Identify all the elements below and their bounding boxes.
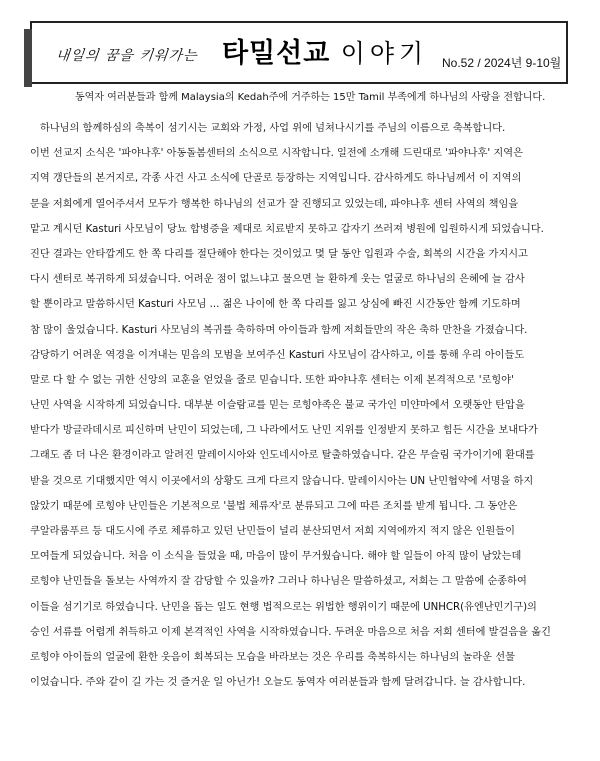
body-line: 받을 것으로 기대했지만 역시 이곳에서의 상황도 크게 다르지 않습니다. 말레이시아는 UN 난민협약에 서명을 하지 (30, 475, 534, 487)
newsletter-header (30, 21, 568, 84)
body-line: 참 많이 울었습니다. Kasturi 사모님의 복귀를 축하하며 아이들과 함께 저희들만의 작은 축하 만찬을 가졌습니다. (30, 324, 528, 336)
body-line: 난민 사역을 시작하게 되었습니다. 대부분 이슬람교를 믿는 로힝야족은 불교 국가인 미얀마에서 오랫동안 탄압을 (30, 400, 525, 412)
header-tagline: 내일의 꿈을 키워가는 (55, 48, 199, 64)
body-line: 진단 결과는 안타깝게도 한 쪽 다리를 절단해야 한다는 것이었고 몇 달 동안 입원과 수술, 회복의 시간을 가지시고 (30, 248, 528, 260)
body-line: 다시 센터로 복귀하게 되셨습니다. 어려운 점이 없느냐고 물으면 늘 환하게 웃는 얼굴로 하나님의 은혜에 늘 감사 (30, 274, 525, 286)
body-line: 받다가 방글라데시로 피신하며 난민이 되었는데, 그 나라에서도 난민 지위를 인정받지 못하고 힘든 시간을 보내다가 (30, 425, 538, 437)
body-line: 이번 선교지 소식은 '파야나후' 아동돌봄센터의 소식으로 시작합니다. 일전에 소개해 드린대로 '파야나후' 지역은 (30, 148, 523, 160)
body-line: 이들을 섬기기로 하였습니다. 난민을 돕는 일도 현행 법적으로는 위법한 행위이기 때문에 UNHCR(유엔난민기구)의 (30, 601, 537, 613)
body-line: 승인 서류를 어렵게 취득하고 이제 본격적인 사역을 시작하였습니다. 두려운 마음으로 처음 저희 센터에 발걸음을 옮긴 (30, 626, 551, 638)
newsletter-title (222, 31, 428, 70)
body-line: 하나님의 함께하심의 축복이 섬기시는 교회와 가정, 사업 위에 넘쳐나시기를 주님의 이름으로 축복합니다. (40, 123, 506, 134)
body-line: 로힝야 난민들을 돌보는 사역까지 잘 감당할 수 있을까? 그러나 하나님은 말씀하셨고, 저희는 그 말씀에 순종하여 (30, 576, 527, 588)
body-line: 않았기 때문에 로힝야 난민들은 기본적으로 '불법 체류자'로 분류되고 그에 따른 조치를 받게 됩니다. 그 동안은 (30, 500, 518, 512)
body-line: 할 뿐이라고 말씀하시던 Kasturi 사모님 ... 젊은 나이에 한 쪽 다리를 잃고 상심에 빠진 시간동안 함께 기도하며 (30, 299, 521, 311)
title-sub: 이야기 (340, 39, 429, 68)
body-line: 감당하기 어려운 역경을 이겨내는 믿음의 모범을 보여주신 Kasturi 사모님이 감사하고, 이를 통해 우리 아이들도 (30, 349, 525, 361)
body-line: 맡고 계시던 Kasturi 사모님이 당뇨 합병증을 제대로 치료받지 못하고 갑자기 쓰러져 병원에 입원하시게 되었습니다. (30, 223, 544, 235)
newsletter-subtitle: 동역자 여러분들과 함께 Malaysia의 Kedah주에 거주하는 15만 Tamil 부족에게 하나님의 사랑을 전합니다. (75, 92, 546, 103)
body-line: 문을 저희에게 열어주셔서 모두가 행복한 하나님의 선교가 잘 진행되고 있었는데, 파야나후 센터 사역의 책임을 (30, 198, 519, 210)
body-line: 그래도 좀 더 나은 환경이라고 알려진 말레이시아와 인도네시아로 탈출하였습니다. 같은 무슬림 국가이기에 환대를 (30, 450, 535, 462)
issue-number: No.52 / 2024년 9-10월 (442, 56, 562, 70)
article-body (30, 120, 570, 699)
body-line: 쿠알라룸푸르 등 대도시에 주로 체류하고 있던 난민들이 널리 분산되면서 저희 지역에까지 적지 않은 인원들이 (30, 526, 515, 537)
title-main: 타밀선교 (222, 38, 331, 69)
body-line: 모여들게 되었습니다. 처음 이 소식을 들었을 때, 마음이 많이 무거웠습니다. 해야 할 일들이 아직 많이 남았는데 (30, 551, 522, 563)
body-line: 지역 갱단들의 본거지로, 각종 사건 사고 소식에 단골로 등장하는 지역입니다. 감사하게도 하나님께서 이 지역의 (30, 173, 522, 185)
body-line: 이었습니다. 주와 같이 길 가는 것 즐거운 일 아닌가! 오늘도 동역자 여러분들과 함께 달려갑니다. 늘 감사합니다. (30, 677, 526, 689)
body-line: 말로 다 할 수 없는 귀한 신앙의 교훈을 얻었을 줄로 믿습니다. 또한 파야나후 센터는 이제 본격적으로 '로힝야' (30, 374, 514, 386)
body-line: 로힝야 아이들의 얼굴에 환한 웃음이 회복되는 모습을 바라보는 것은 우리를 축복하시는 하나님의 놀라운 선물 (30, 651, 515, 663)
